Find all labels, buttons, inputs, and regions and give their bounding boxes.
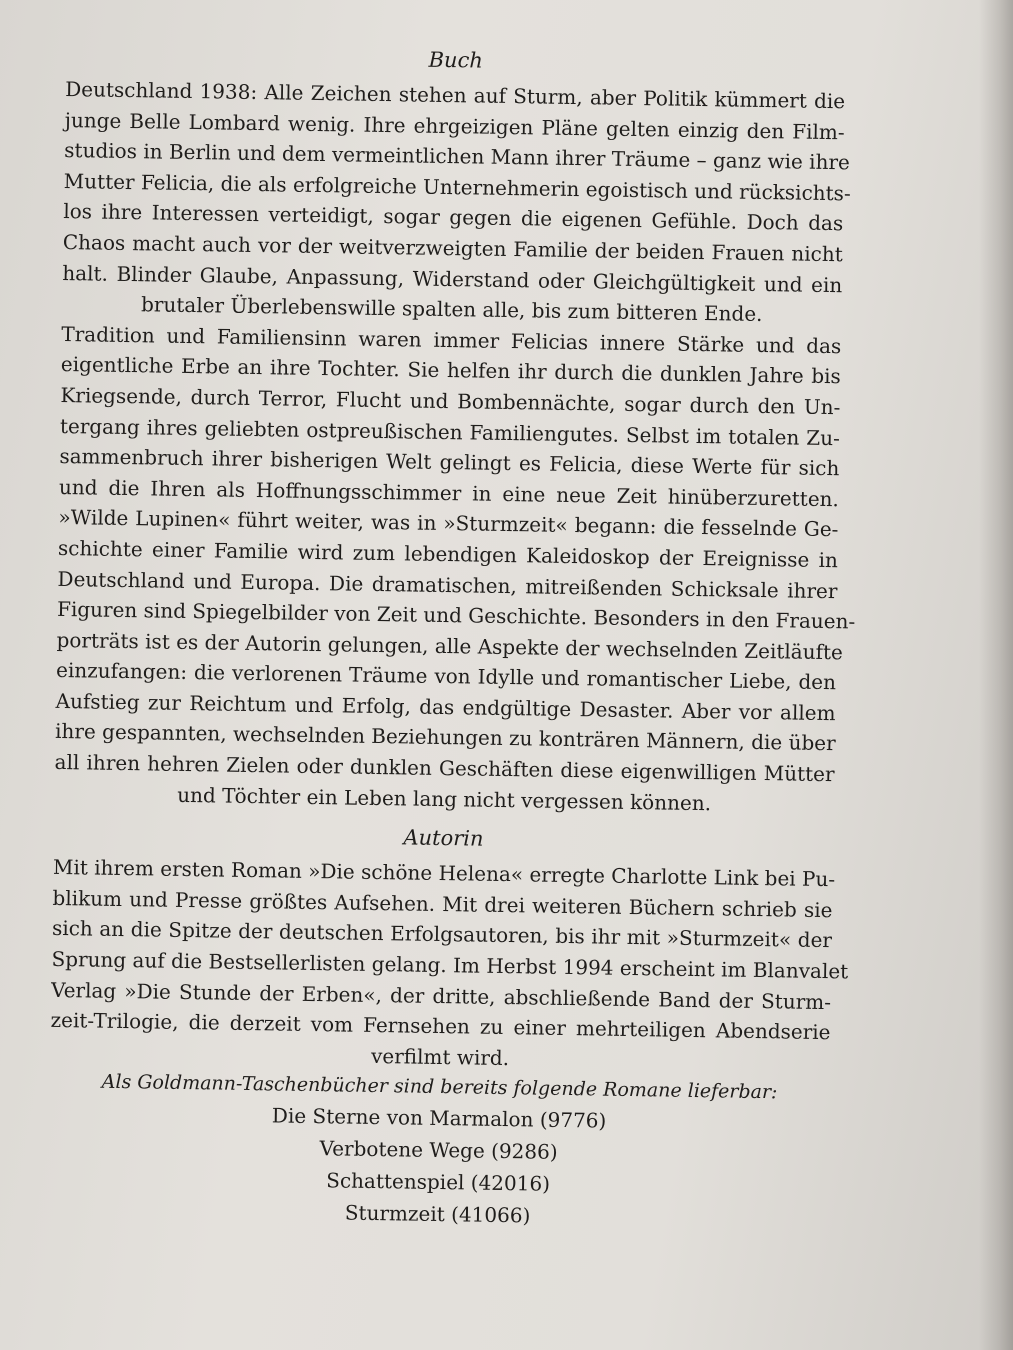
buch-heading: Buch (428, 47, 484, 73)
text-line: verfilmt wird. (370, 1043, 510, 1070)
text-line: eigentliche Erbe an ihre Tochter. Sie helfen ihr durch die dunklen Jahre bis (60, 352, 841, 389)
text-line: Chaos macht auch vor der weitverzweigten Familie der beiden Frauen nicht (62, 229, 843, 267)
text-line: Sprung auf die Bestsellerlisten gelang. Im Herbst 1994 erscheint im Blanvalet (51, 946, 849, 984)
book-title: Verbotene Wege (9286) (319, 1136, 558, 1165)
text-line: Mutter Felicia, die als erfolgreiche Unternehmerin egoistisch und rücksichts- (63, 168, 851, 206)
text-line: Mit ihrem ersten Roman »Die schöne Helena« erregte Charlotte Link bei Pu- (52, 855, 836, 892)
text-line: Kriegsende, durch Terror, Flucht und Bombennächte, sogar durch den Un- (60, 382, 841, 420)
back-cover-text (47, 40, 856, 1237)
text-line: los ihre Interessen verteidigt, sogar gegen die eigenen Gefühle. Doch das (63, 199, 844, 236)
text-line: Aufstieg zur Reichtum und Erfolg, das endgültige Desaster. Aber vor allem (55, 688, 836, 726)
text-line: sammenbruch ihrer bisherigen Welt gelingt es Felicia, diese Werte für sich (59, 444, 840, 481)
buch-paragraph (54, 74, 856, 820)
books-intro: Als Goldmann-Taschenbücher sind bereits folgende Romane lieferbar: (101, 1071, 778, 1104)
book-title: Die Sterne von Marmalon (9776) (271, 1103, 607, 1134)
text-line: schichte einer Familie wird zum lebendigen Kaleidoskop der Ereignisse in (57, 535, 839, 573)
text-line: zeit-Trilogie, die derzeit vom Fernsehen zu einer mehrteiligen Abendserie (50, 1008, 831, 1045)
text-line: halt. Blinder Glaube, Anpassung, Widerstand oder Gleichgültigkeit und ein (62, 260, 843, 297)
text-line: sich an die Spitze der deutschen Erfolgsautoren, bis ihr mit »Sturmzeit« der (51, 916, 833, 953)
book-title: Schattenspiel (42016) (326, 1168, 551, 1197)
text-line: Tradition und Familiensinn waren immer Felicias innere Stärke und das (61, 321, 842, 358)
text-line: »Wilde Lupinen« führt weiter, was in »Sturmzeit« begann: die fesselnde Ge- (58, 505, 839, 542)
text-line: blikum und Presse größtes Aufsehen. Mit drei weiteren Büchern schrieb sie (52, 885, 833, 922)
text-line: Deutschland 1938: Alle Zeichen stehen auf Sturm, aber Politik kümmert die (65, 76, 846, 114)
book-title: Sturmzeit (41066) (344, 1200, 531, 1228)
autorin-paragraph (50, 852, 849, 1078)
text-line: porträts ist es der Autorin gelungen, alle Aspekte der wechselnden Zeitläufte (56, 627, 844, 664)
text-line: ihre gespannten, wechselnden Beziehungen zu konträren Männern, die über (54, 719, 836, 756)
text-line: tergang ihres geliebten ostpreußischen Familiengutes. Selbst im totalen Zu- (59, 413, 841, 450)
text-line: brutaler Überlebenswille spalten alle, bis zum bitteren Ende. (140, 292, 763, 327)
text-line: studios in Berlin und dem vermeintlichen Mann ihrer Träume – ganz wie ihre (64, 138, 851, 175)
text-line: Verlag »Die Stunde der Erben«, der dritte, abschließende Band der Sturm- (50, 977, 832, 1014)
text-line: einzufangen: die verlorenen Träume von Idylle und romantischer Liebe, den (55, 658, 837, 695)
text-line: all ihren hehren Zielen oder dunklen Geschäften diese eigenwilligen Mütter (54, 749, 835, 787)
books-list (47, 1096, 829, 1236)
text-line: Deutschland und Europa. Die dramatischen, mitreißenden Schicksale ihrer (57, 566, 838, 603)
autorin-heading: Autorin (403, 825, 484, 851)
text-line: Figuren sind Spiegelbilder von Zeit und Geschichte. Besonders in den Frauen- (56, 597, 856, 634)
text-line: junge Belle Lombard wenig. Ihre ehrgeizigen Pläne gelten einzig den Film- (64, 107, 845, 144)
page-edge-shadow (979, 0, 1013, 1350)
text-line: und Töchter ein Leben lang nicht vergessen können. (177, 782, 712, 815)
text-line: und die Ihren als Hoffnungsschimmer in eine neue Zeit hinüberzuretten. (58, 474, 840, 511)
